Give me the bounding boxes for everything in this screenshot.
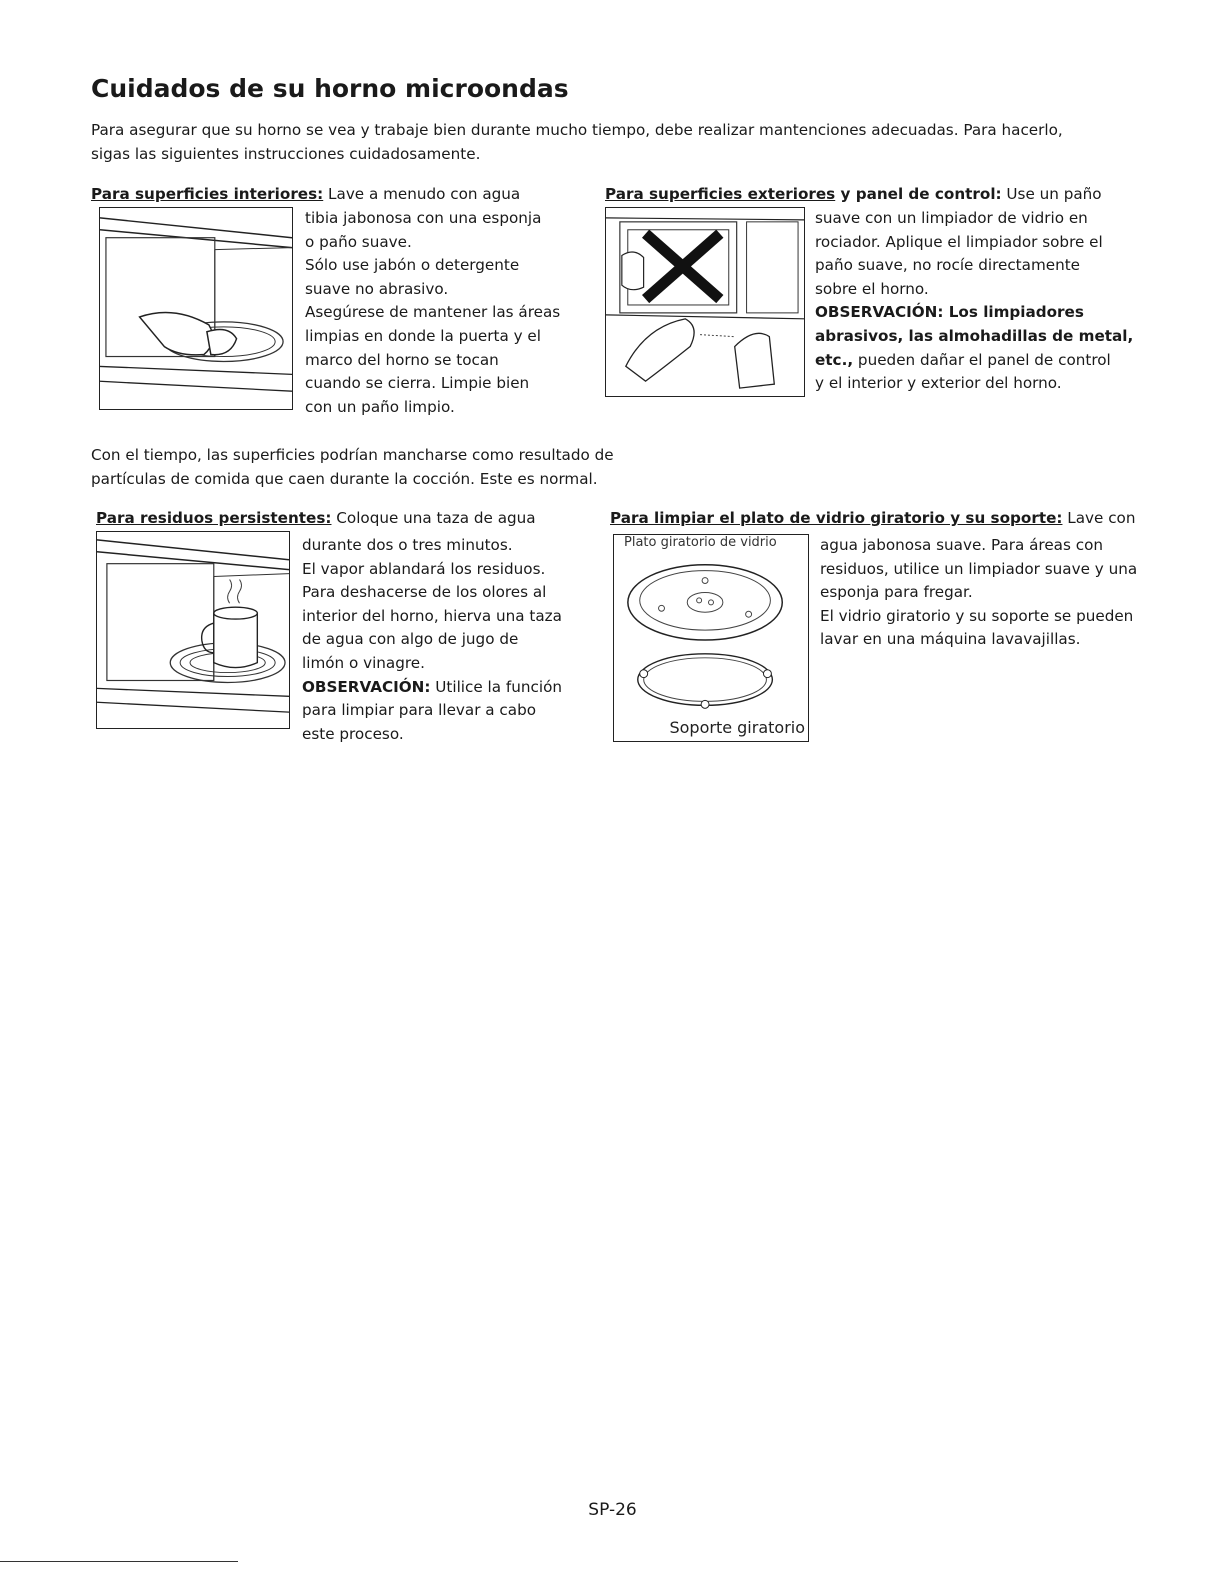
turntable-body	[820, 534, 1160, 652]
turntable-line: El vidrio giratorio y su soporte se pueden	[820, 606, 1134, 625]
residues-note-rest: Utilice la función	[430, 677, 562, 696]
interior-cleaning-illustration	[99, 207, 293, 410]
turntable-line: agua jabonosa suave. Para áreas con	[820, 536, 1103, 554]
interior-line: tibia jabonosa con una esponja	[305, 209, 542, 227]
interior-line: Sólo use jabón o detergente	[305, 256, 520, 275]
exterior-note-line	[815, 349, 1155, 373]
exterior-note-bold-tail: etc.,	[815, 350, 854, 369]
page-title: Cuidados de su horno microondas	[91, 74, 569, 103]
exterior-line: sobre el horno.	[815, 279, 929, 298]
exterior-line: suave con un limpiador de vidrio en	[815, 209, 1088, 227]
residues-line: El vapor ablandará los residuos.	[302, 559, 546, 578]
turntable-line: lavar en una máquina lavavajillas.	[820, 630, 1081, 649]
exterior-body	[815, 207, 1155, 396]
residues-line: Coloque una taza de agua	[331, 509, 536, 527]
residues-cup-illustration	[96, 531, 290, 729]
exterior-note-rest: pueden dañar el panel de control	[853, 350, 1111, 369]
interior-body	[305, 207, 585, 419]
stains-line: Con el tiempo, las superficies podrían mancharse como resultado de	[91, 446, 614, 464]
turntable-line: residuos, utilice un limpiador suave y una	[820, 559, 1138, 578]
residues-line: durante dos o tres minutos.	[302, 536, 513, 554]
exterior-cleaning-illustration	[605, 207, 805, 397]
exterior-first-line	[605, 183, 1102, 207]
interior-heading: Para superficies interiores:	[91, 185, 324, 203]
turntable-illustration	[613, 534, 809, 742]
page-number: SP-26	[588, 1500, 637, 1520]
interior-line: cuando se cierra. Limpie bien	[305, 374, 530, 393]
exterior-line: paño suave, no rocíe directamente	[815, 256, 1081, 275]
intro-paragraph: Para asegurar que su horno se vea y trabaje bien durante mucho tiempo, debe realizar mantenciones adecuadas. Para hacerlo, sigas las siguientes instrucciones cuidadosamente.	[91, 121, 1063, 163]
turntable-heading: Para limpiar el plato de vidrio giratorio y su soporte:	[610, 509, 1063, 527]
interior-line: marco del horno se tocan	[305, 350, 499, 369]
plate-caption: Plato giratorio de vidrio	[624, 535, 777, 550]
interior-line: suave no abrasivo.	[305, 279, 449, 298]
residues-first-line	[96, 507, 536, 531]
residues-line: Para deshacerse de los olores al	[302, 583, 547, 602]
interior-line: Asegúrese de mantener las áreas	[305, 303, 561, 322]
stains-paragraph	[91, 444, 791, 491]
exterior-first-text: Use un paño	[1001, 185, 1102, 203]
turntable-line: esponja para fregar.	[820, 583, 973, 602]
turntable-first-text: Lave con	[1062, 509, 1136, 527]
exterior-heading-rest: y panel de control:	[835, 185, 1002, 203]
support-caption: Soporte giratorio	[669, 718, 805, 737]
residues-body	[302, 534, 592, 746]
residues-note-line: para limpiar para llevar a cabo	[302, 701, 536, 720]
interior-first-line	[91, 183, 520, 207]
interior-line: o paño suave.	[305, 232, 412, 251]
turntable-first-line	[610, 507, 1135, 531]
residues-note-line	[302, 676, 592, 700]
stains-line: partículas de comida que caen durante la cocción. Este es normal.	[91, 469, 598, 488]
residues-heading: Para residuos persistentes:	[96, 509, 332, 527]
exterior-note-line: OBSERVACIÓN: Los limpiadores	[815, 303, 1084, 322]
exterior-note-line: abrasivos, las almohadillas de metal,	[815, 326, 1134, 345]
interior-line: con un paño limpio.	[305, 397, 455, 416]
residues-line: limón o vinagre.	[302, 653, 425, 672]
exterior-note-line: y el interior y exterior del horno.	[815, 374, 1062, 393]
residues-note-line: este proceso.	[302, 724, 404, 743]
residues-line: de agua con algo de jugo de	[302, 630, 519, 649]
residues-note-bold: OBSERVACIÓN:	[302, 677, 431, 696]
residues-line: interior del horno, hierva una taza	[302, 606, 562, 625]
bottom-rule	[0, 1561, 238, 1562]
interior-line: Lave a menudo con agua	[323, 185, 521, 203]
exterior-line: rociador. Aplique el limpiador sobre el	[815, 232, 1103, 251]
interior-line: limpias en donde la puerta y el	[305, 326, 541, 345]
exterior-heading: Para superficies exteriores	[605, 185, 836, 203]
